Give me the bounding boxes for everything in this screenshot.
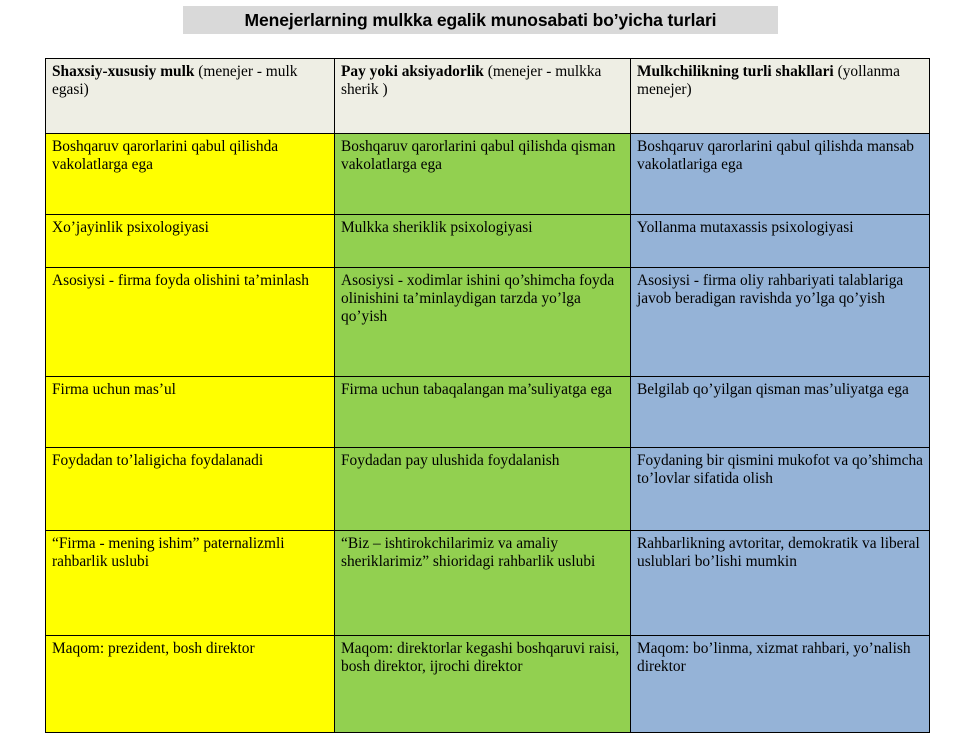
cell-text: Yollanma mutaxassis psixologiyasi xyxy=(637,219,854,236)
table-cell xyxy=(46,268,335,377)
cell-text: Maqom: direktorlar kegashi boshqaruvi raisi, bosh direktor, ijrochi direktor xyxy=(341,640,620,675)
comparison-table-container xyxy=(45,58,929,733)
table-cell xyxy=(631,636,930,733)
table-header-cell-share-ownership xyxy=(335,59,631,134)
table-cell xyxy=(335,531,631,636)
slide-title-banner xyxy=(183,6,778,34)
table-row xyxy=(46,215,930,268)
cell-text: Foydadan pay ulushida foydalanish xyxy=(341,452,560,469)
table-row xyxy=(46,268,930,377)
header-title-private-ownership: Shaxsiy-xususiy mulk xyxy=(52,63,195,80)
table-cell xyxy=(46,215,335,268)
cell-text: Boshqaruv qarorlarini qabul qilishda mansab vakolatlariga ega xyxy=(637,138,914,173)
page-title: Menejerlarning mulkka egalik munosabati bo’yicha turlari xyxy=(244,9,717,30)
header-title-share-ownership: Pay yoki aksiyadorlik xyxy=(341,63,484,80)
header-title-hired-manager: Mulkchilikning turli shakllari xyxy=(637,63,834,80)
cell-text: “Biz – ishtirokchilarimiz va amaliy sheriklarimiz” shioridagi rahbarlik uslubi xyxy=(341,535,596,570)
cell-text: “Firma - mening ishim” paternalizmli rahbarlik uslubi xyxy=(52,535,285,570)
table-header-cell-private-ownership xyxy=(46,59,335,134)
cell-text: Boshqaruv qarorlarini qabul qilishda qisman vakolatlarga ega xyxy=(341,138,616,173)
table-header-row xyxy=(46,59,930,134)
table-cell xyxy=(335,636,631,733)
table-cell xyxy=(631,215,930,268)
table-row xyxy=(46,377,930,448)
table-cell xyxy=(631,531,930,636)
table-cell xyxy=(46,531,335,636)
table-cell xyxy=(335,448,631,531)
table-cell xyxy=(335,215,631,268)
table-cell xyxy=(46,448,335,531)
cell-text: Maqom: prezident, bosh direktor xyxy=(52,640,255,657)
table-cell xyxy=(335,377,631,448)
table-cell xyxy=(631,377,930,448)
cell-text: Firma uchun mas’ul xyxy=(52,381,176,398)
cell-text: Asosiysi - firma oliy rahbariyati talablariga javob beradigan ravishda yo’lga qo’yish xyxy=(637,272,904,307)
table-row xyxy=(46,531,930,636)
table-header-cell-hired-manager xyxy=(631,59,930,134)
header-subtitle-share-ownership: (menejer - mulkka sherik ) xyxy=(341,63,602,98)
table-cell xyxy=(631,134,930,215)
cell-text: Firma uchun tabaqalangan ma’suliyatga ega xyxy=(341,381,612,398)
table-row xyxy=(46,134,930,215)
header-subtitle-hired-manager: (yollanma menejer) xyxy=(637,63,900,98)
cell-text: Rahbarlikning avtoritar, demokratik va liberal uslublari bo’lishi mumkin xyxy=(637,535,920,570)
cell-text: Foydaning bir qismini mukofot va qo’shimcha to’lovlar sifatida olish xyxy=(637,452,923,487)
cell-text: Foydadan to’laligicha foydalanadi xyxy=(52,452,264,469)
cell-text: Maqom: bo’linma, xizmat rahbari, yo’nalish direktor xyxy=(637,640,911,675)
manager-ownership-table xyxy=(45,58,930,733)
cell-text: Belgilab qo’yilgan qisman mas’uliyatga ega xyxy=(637,381,909,398)
table-cell xyxy=(46,377,335,448)
header-subtitle-private-ownership: (menejer - mulk egasi) xyxy=(52,63,298,98)
table-cell xyxy=(631,448,930,531)
cell-text: Mulkka sheriklik psixologiyasi xyxy=(341,219,533,236)
cell-text: Xo’jayinlik psixologiyasi xyxy=(52,219,209,236)
table-cell xyxy=(631,268,930,377)
table-row xyxy=(46,636,930,733)
table-cell xyxy=(335,268,631,377)
cell-text: Asosiysi - firma foyda olishini ta’minlash xyxy=(52,272,309,289)
table-cell xyxy=(46,636,335,733)
table-cell xyxy=(46,134,335,215)
table-row xyxy=(46,448,930,531)
table-cell xyxy=(335,134,631,215)
cell-text: Boshqaruv qarorlarini qabul qilishda vakolatlarga ega xyxy=(52,138,279,173)
cell-text: Asosiysi - xodimlar ishini qo’shimcha foyda olinishini ta’minlaydigan tarzda yo’lga qo’yish xyxy=(341,272,615,325)
